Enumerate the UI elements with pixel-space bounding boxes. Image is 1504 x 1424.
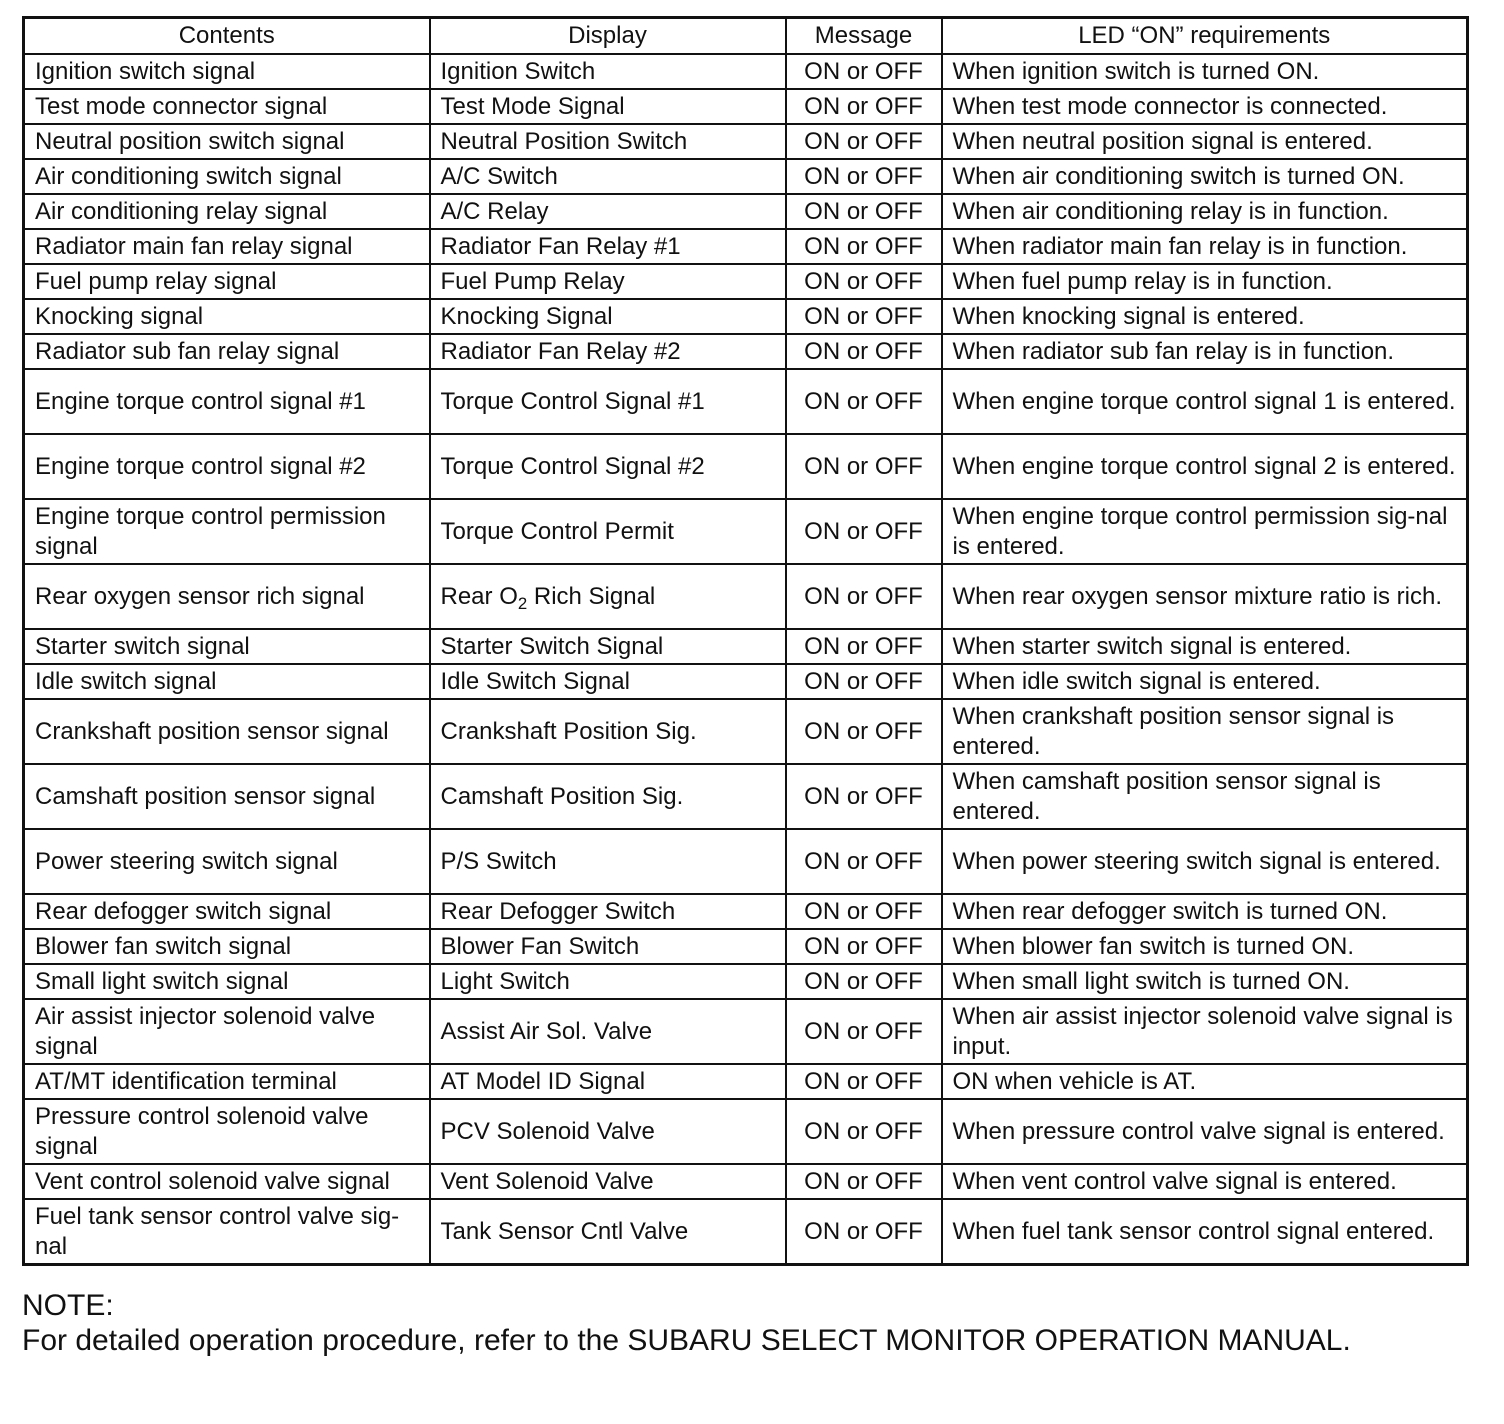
cell-display: A/C Relay xyxy=(430,194,786,229)
cell-contents: Engine torque control permission signal xyxy=(24,499,430,564)
table-row xyxy=(24,629,1468,664)
column-header-display: Display xyxy=(430,18,786,55)
cell-display: Vent Solenoid Valve xyxy=(430,1164,786,1199)
table-row xyxy=(24,1099,1468,1164)
cell-contents: Power steering switch signal xyxy=(24,829,430,894)
cell-message: ON or OFF xyxy=(786,1164,942,1199)
cell-message: ON or OFF xyxy=(786,764,942,829)
cell-display: Radiator Fan Relay #2 xyxy=(430,334,786,369)
cell-contents: AT/MT identification terminal xyxy=(24,1064,430,1099)
table-body xyxy=(24,54,1468,1265)
cell-message: ON or OFF xyxy=(786,434,942,499)
column-header-contents: Contents xyxy=(24,18,430,55)
table-row xyxy=(24,499,1468,564)
table-row xyxy=(24,929,1468,964)
cell-display: Blower Fan Switch xyxy=(430,929,786,964)
cell-display: Torque Control Signal #1 xyxy=(430,369,786,434)
table-row xyxy=(24,229,1468,264)
cell-contents: Rear oxygen sensor rich signal xyxy=(24,564,430,629)
cell-led-requirement: ON when vehicle is AT. xyxy=(942,1064,1468,1099)
cell-display: Tank Sensor Cntl Valve xyxy=(430,1199,786,1265)
cell-led-requirement: When blower fan switch is turned ON. xyxy=(942,929,1468,964)
cell-message: ON or OFF xyxy=(786,999,942,1064)
table-row xyxy=(24,89,1468,124)
cell-message: ON or OFF xyxy=(786,229,942,264)
table-row xyxy=(24,664,1468,699)
table-row xyxy=(24,434,1468,499)
table-row xyxy=(24,194,1468,229)
cell-display: Test Mode Signal xyxy=(430,89,786,124)
cell-message: ON or OFF xyxy=(786,334,942,369)
cell-message: ON or OFF xyxy=(786,54,942,89)
cell-message: ON or OFF xyxy=(786,1064,942,1099)
cell-contents: Pressure control solenoid valve signal xyxy=(24,1099,430,1164)
cell-led-requirement: When crankshaft position sensor signal is entered. xyxy=(942,699,1468,764)
cell-display: Torque Control Signal #2 xyxy=(430,434,786,499)
cell-message: ON or OFF xyxy=(786,264,942,299)
note-text: For detailed operation procedure, refer to the SUBARU SELECT MONITOR OPERATION MANUAL. xyxy=(22,1324,1351,1357)
cell-contents: Engine torque control signal #2 xyxy=(24,434,430,499)
cell-led-requirement: When engine torque control signal 2 is entered. xyxy=(942,434,1468,499)
cell-message: ON or OFF xyxy=(786,829,942,894)
cell-led-requirement: When engine torque control signal 1 is entered. xyxy=(942,369,1468,434)
column-header-message: Message xyxy=(786,18,942,55)
table-row xyxy=(24,964,1468,999)
cell-display: Rear Defogger Switch xyxy=(430,894,786,929)
cell-message: ON or OFF xyxy=(786,89,942,124)
cell-display: Idle Switch Signal xyxy=(430,664,786,699)
cell-contents: Starter switch signal xyxy=(24,629,430,664)
cell-contents: Small light switch signal xyxy=(24,964,430,999)
cell-display: Assist Air Sol. Valve xyxy=(430,999,786,1064)
cell-led-requirement: When camshaft position sensor signal is entered. xyxy=(942,764,1468,829)
cell-contents: Idle switch signal xyxy=(24,664,430,699)
cell-message: ON or OFF xyxy=(786,369,942,434)
cell-message: ON or OFF xyxy=(786,964,942,999)
cell-led-requirement: When engine torque control permission sig-nal is entered. xyxy=(942,499,1468,564)
cell-message: ON or OFF xyxy=(786,564,942,629)
cell-message: ON or OFF xyxy=(786,159,942,194)
table-row xyxy=(24,264,1468,299)
table-row xyxy=(24,1199,1468,1265)
cell-led-requirement: When ignition switch is turned ON. xyxy=(942,54,1468,89)
cell-contents: Air conditioning switch signal xyxy=(24,159,430,194)
cell-led-requirement: When radiator sub fan relay is in function. xyxy=(942,334,1468,369)
table-row xyxy=(24,1064,1468,1099)
cell-display: Fuel Pump Relay xyxy=(430,264,786,299)
cell-contents: Engine torque control signal #1 xyxy=(24,369,430,434)
cell-contents: Air conditioning relay signal xyxy=(24,194,430,229)
cell-display: Crankshaft Position Sig. xyxy=(430,699,786,764)
cell-display: Camshaft Position Sig. xyxy=(430,764,786,829)
note-block xyxy=(22,1288,1466,1358)
cell-contents: Fuel pump relay signal xyxy=(24,264,430,299)
cell-led-requirement: When pressure control valve signal is entered. xyxy=(942,1099,1468,1164)
cell-led-requirement: When knocking signal is entered. xyxy=(942,299,1468,334)
cell-message: ON or OFF xyxy=(786,1199,942,1265)
table-row xyxy=(24,369,1468,434)
subscript-text: 2 xyxy=(517,593,528,613)
cell-contents: Blower fan switch signal xyxy=(24,929,430,964)
cell-display: Neutral Position Switch xyxy=(430,124,786,159)
cell-led-requirement: When idle switch signal is entered. xyxy=(942,664,1468,699)
cell-display: A/C Switch xyxy=(430,159,786,194)
cell-display: Ignition Switch xyxy=(430,54,786,89)
cell-contents: Crankshaft position sensor signal xyxy=(24,699,430,764)
cell-led-requirement: When test mode connector is connected. xyxy=(942,89,1468,124)
cell-message: ON or OFF xyxy=(786,1099,942,1164)
cell-display xyxy=(430,564,786,629)
note-title: NOTE: xyxy=(22,1289,114,1322)
signal-table xyxy=(22,16,1469,1266)
table-row xyxy=(24,894,1468,929)
table-row xyxy=(24,1164,1468,1199)
cell-led-requirement: When fuel tank sensor control signal entered. xyxy=(942,1199,1468,1265)
table-row xyxy=(24,334,1468,369)
cell-message: ON or OFF xyxy=(786,699,942,764)
cell-message: ON or OFF xyxy=(786,894,942,929)
column-header-led-requirements: LED “ON” requirements xyxy=(942,18,1468,55)
cell-contents: Neutral position switch signal xyxy=(24,124,430,159)
table-row xyxy=(24,764,1468,829)
cell-display: PCV Solenoid Valve xyxy=(430,1099,786,1164)
cell-led-requirement: When neutral position signal is entered. xyxy=(942,124,1468,159)
display-text-part: Rear O xyxy=(440,582,518,610)
cell-led-requirement: When radiator main fan relay is in function. xyxy=(942,229,1468,264)
table-row xyxy=(24,699,1468,764)
table-row xyxy=(24,564,1468,629)
table-row xyxy=(24,124,1468,159)
table-header-row xyxy=(24,18,1468,55)
table-row xyxy=(24,999,1468,1064)
table-row xyxy=(24,299,1468,334)
cell-display: AT Model ID Signal xyxy=(430,1064,786,1099)
cell-display: Starter Switch Signal xyxy=(430,629,786,664)
cell-led-requirement: When rear defogger switch is turned ON. xyxy=(942,894,1468,929)
document-page xyxy=(22,16,1466,1358)
cell-led-requirement: When air conditioning relay is in function. xyxy=(942,194,1468,229)
cell-message: ON or OFF xyxy=(786,629,942,664)
cell-contents: Radiator sub fan relay signal xyxy=(24,334,430,369)
table-row xyxy=(24,159,1468,194)
cell-display: Radiator Fan Relay #1 xyxy=(430,229,786,264)
cell-display: P/S Switch xyxy=(430,829,786,894)
cell-led-requirement: When small light switch is turned ON. xyxy=(942,964,1468,999)
cell-led-requirement: When vent control valve signal is entered. xyxy=(942,1164,1468,1199)
cell-contents: Fuel tank sensor control valve sig-nal xyxy=(24,1199,430,1265)
cell-message: ON or OFF xyxy=(786,194,942,229)
cell-contents: Knocking signal xyxy=(24,299,430,334)
cell-led-requirement: When air assist injector solenoid valve signal is input. xyxy=(942,999,1468,1064)
cell-message: ON or OFF xyxy=(786,664,942,699)
cell-contents: Camshaft position sensor signal xyxy=(24,764,430,829)
cell-message: ON or OFF xyxy=(786,299,942,334)
cell-led-requirement: When power steering switch signal is entered. xyxy=(942,829,1468,894)
cell-contents: Test mode connector signal xyxy=(24,89,430,124)
cell-display: Knocking Signal xyxy=(430,299,786,334)
cell-display: Torque Control Permit xyxy=(430,499,786,564)
cell-contents: Radiator main fan relay signal xyxy=(24,229,430,264)
cell-message: ON or OFF xyxy=(786,499,942,564)
table-row xyxy=(24,54,1468,89)
cell-contents: Rear defogger switch signal xyxy=(24,894,430,929)
cell-led-requirement: When rear oxygen sensor mixture ratio is rich. xyxy=(942,564,1468,629)
cell-contents: Vent control solenoid valve signal xyxy=(24,1164,430,1199)
cell-led-requirement: When starter switch signal is entered. xyxy=(942,629,1468,664)
display-text-part: Rich Signal xyxy=(527,582,656,610)
cell-led-requirement: When fuel pump relay is in function. xyxy=(942,264,1468,299)
table-row xyxy=(24,829,1468,894)
cell-contents: Air assist injector solenoid valve signal xyxy=(24,999,430,1064)
cell-message: ON or OFF xyxy=(786,929,942,964)
cell-message: ON or OFF xyxy=(786,124,942,159)
cell-contents: Ignition switch signal xyxy=(24,54,430,89)
cell-led-requirement: When air conditioning switch is turned ON. xyxy=(942,159,1468,194)
cell-display: Light Switch xyxy=(430,964,786,999)
